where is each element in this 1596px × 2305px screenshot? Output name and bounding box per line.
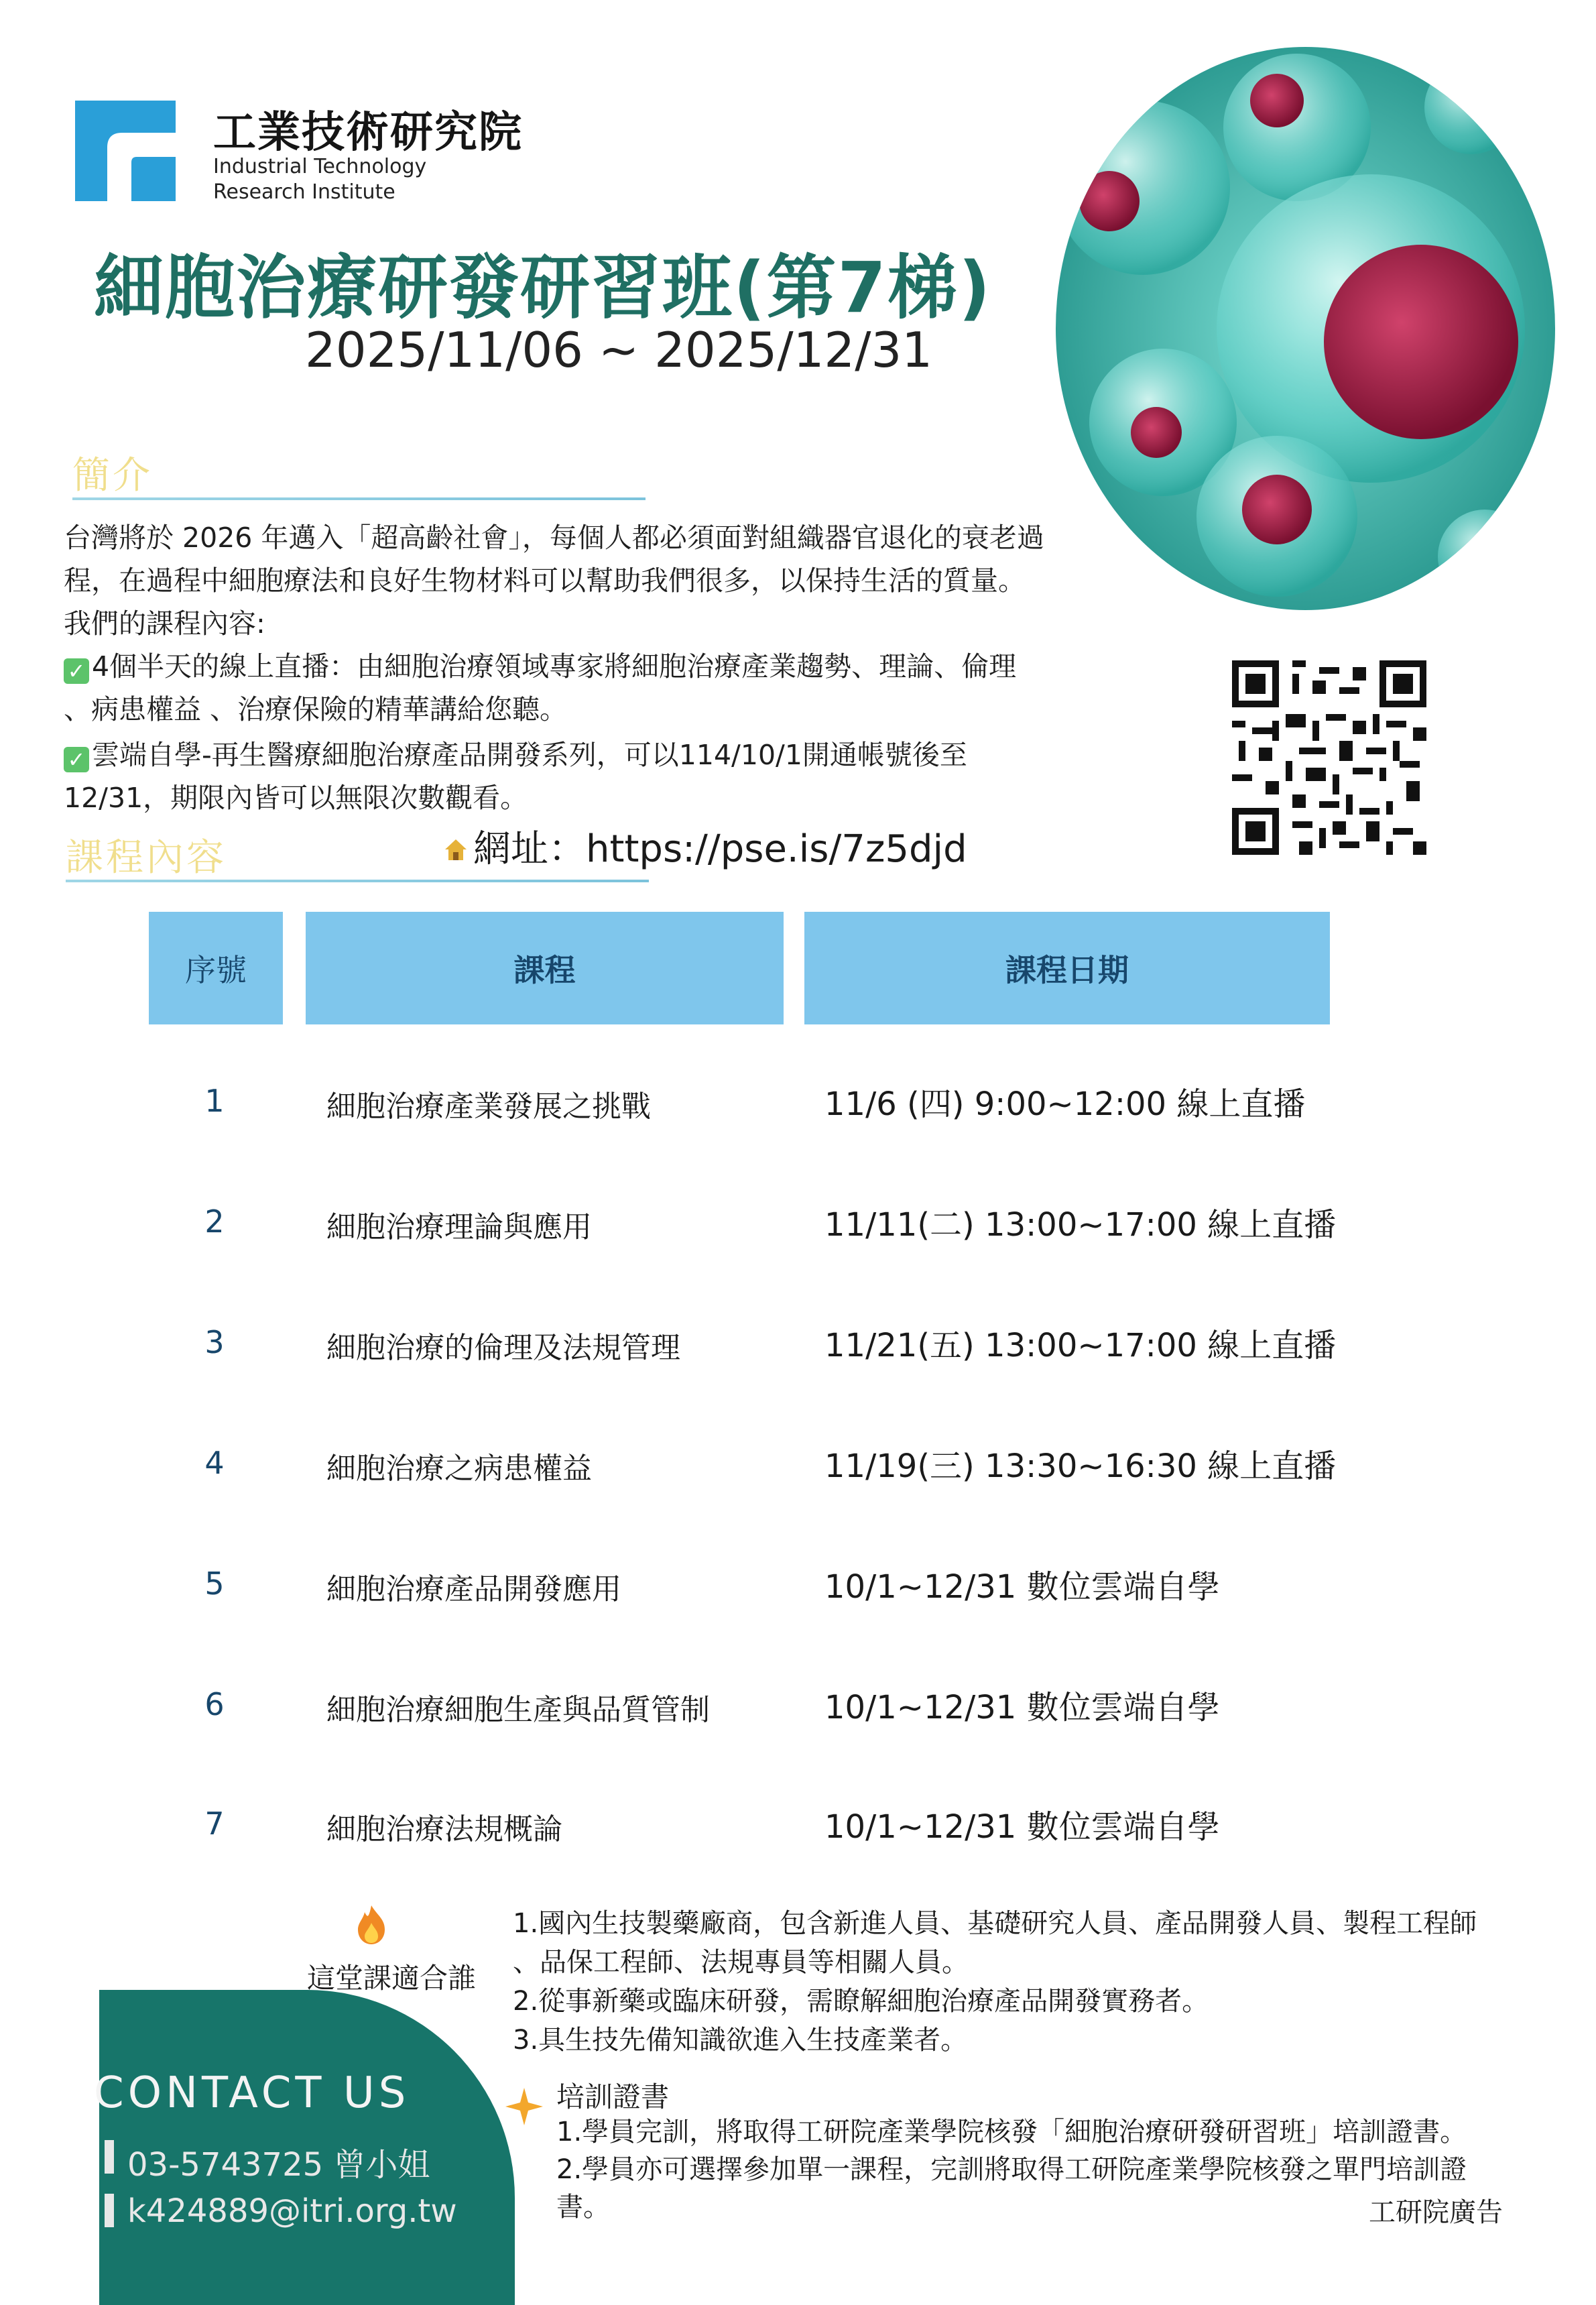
audience-item: 、品保工程師、法規專員等相關人員。 (513, 1947, 969, 1978)
intro-line-1: 台灣將於 2026 年邁入「超高齡社會」，每個人都必須面對組織器官退化的衰老過 (64, 522, 1044, 554)
intro-heading: 簡介 (72, 454, 153, 497)
table-row-course: 細胞治療之病患權益 (326, 1452, 592, 1486)
table-row-date: 10/1~12/31 數位雲端自學 (824, 1568, 1220, 1606)
cell-image (1056, 47, 1555, 610)
table-row-course: 細胞治療法規概論 (326, 1812, 562, 1846)
table-row-no: 5 (204, 1565, 225, 1602)
table-header-date: 課程日期 (804, 912, 1330, 1024)
course-heading: 課程內容 (66, 836, 227, 880)
table-row-date: 11/11(二) 13:00~17:00 線上直播 (824, 1206, 1337, 1244)
date-range: 2025/11/06 ~ 2025/12/31 (305, 322, 933, 378)
table-row-no: 1 (204, 1083, 225, 1119)
table-header-course: 課程 (306, 912, 784, 1024)
url-label: 網址： (473, 827, 586, 871)
org-name-en (213, 154, 426, 205)
org-name-en-line2: Research Institute (213, 180, 395, 204)
phone-icon (105, 2140, 114, 2174)
contact-phone[interactable]: 03-5743725 曾小姐 (127, 2146, 430, 2184)
table-row-no: 3 (204, 1324, 225, 1360)
table-row-course: 細胞治療的倫理及法規管理 (326, 1331, 680, 1365)
table-row-course: 細胞治療細胞生產與品質管制 (326, 1693, 710, 1727)
course-url[interactable] (442, 819, 967, 873)
audience-item: 3.具生技先備知識欲進入生技產業者。 (513, 2025, 968, 2056)
ad-label: 工研院廣告 (1369, 2197, 1503, 2228)
intro-bullet-2-line1: 雲端自學-再生醫療細胞治療產品開發系列，可以114/10/1開通帳號後至 (92, 739, 967, 771)
intro-bullet-1-line2: 、病患權益 、治療保險的精華講給您聽。 (64, 693, 568, 725)
table-row-course: 細胞治療產品開發應用 (326, 1572, 621, 1606)
course-divider (66, 880, 649, 882)
table-row-date: 11/19(三) 13:30~16:30 線上直播 (824, 1447, 1337, 1485)
intro-bullet-1-line1: 4個半天的線上直播：由細胞治療領域專家將細胞治療產業趨勢、理論、倫理 (92, 650, 1017, 683)
contact-email[interactable]: k424889@itri.org.tw (127, 2192, 457, 2230)
checkmark-icon: ✓ (64, 658, 89, 684)
org-name-cn: 工業技術研究院 (213, 108, 523, 158)
table-row-no: 4 (204, 1445, 225, 1481)
url-value[interactable]: https://pse.is/7z5djd (586, 827, 967, 871)
table-row-course: 細胞治療產業發展之挑戰 (326, 1089, 651, 1124)
table-row-date: 11/6 (四) 9:00~12:00 線上直播 (824, 1085, 1306, 1123)
intro-bullet-1 (64, 645, 1016, 688)
audience-item: 2.從事新藥或臨床研發，需瞭解細胞治療產品開發實務者。 (513, 1986, 1209, 2017)
table-row-date: 10/1~12/31 數位雲端自學 (824, 1689, 1220, 1726)
certificate-item: 2.學員亦可選擇參加單一課程，完訓將取得工研院產業學院核發之單門培訓證 (556, 2154, 1467, 2185)
audience-label: 這堂課適合誰 (307, 1962, 477, 1995)
sparkle-icon (504, 2086, 544, 2127)
certificate-item: 書。 (556, 2192, 610, 2223)
table-row-date: 11/21(五) 13:00~17:00 線上直播 (824, 1327, 1337, 1364)
qr-code[interactable] (1232, 660, 1426, 855)
table-row-no: 6 (204, 1686, 225, 1722)
certificate-item: 1.學員完訓，將取得工研院產業學院核發「細胞治療研發研習班」培訓證書。 (556, 2117, 1467, 2147)
audience-item: 1.國內生技製藥廠商，包含新進人員、基礎研究人員、產品開發人員、製程工程師 (513, 1908, 1477, 1939)
checkmark-icon: ✓ (64, 747, 89, 772)
intro-divider (72, 497, 646, 500)
mail-icon (105, 2194, 114, 2227)
table-row-no: 2 (204, 1203, 225, 1240)
flame-icon (350, 1903, 393, 1946)
contact-title: CONTACT US (94, 2068, 410, 2118)
table-row-course: 細胞治療理論與應用 (326, 1210, 592, 1244)
table-row-no: 7 (204, 1806, 225, 1842)
table-header-no: 序號 (149, 912, 283, 1024)
house-icon (442, 836, 469, 863)
table-row-date: 10/1~12/31 數位雲端自學 (824, 1808, 1220, 1846)
intro-line-2: 程，在過程中細胞療法和良好生物材料可以幫助我們很多，以保持生活的質量。 (64, 565, 1026, 597)
intro-bullet-2 (64, 733, 967, 776)
org-name-en-line1: Industrial Technology (213, 155, 427, 178)
itri-logo-icon (75, 101, 176, 201)
page-title: 細胞治療研發研習班(第7梯) (94, 247, 992, 329)
intro-line-3: 我們的課程內容: (64, 607, 265, 640)
intro-bullet-2-line2: 12/31，期限內皆可以無限次數觀看。 (64, 782, 528, 814)
certificate-title: 培訓證書 (556, 2080, 670, 2113)
